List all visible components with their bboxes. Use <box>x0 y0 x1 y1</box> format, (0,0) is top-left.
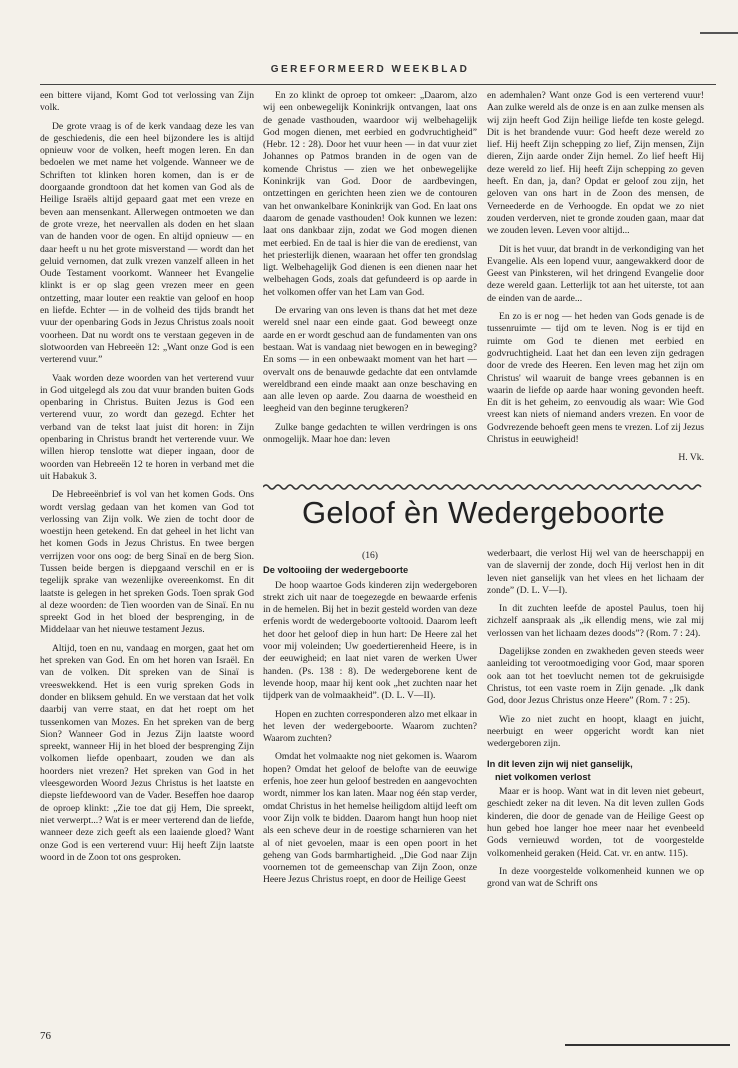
header-rule <box>40 84 716 85</box>
column-1 <box>40 90 254 950</box>
masthead: GEREFORMEERD WEEKBLAD <box>270 64 470 75</box>
paragraph: Wie zo niet zucht en hoopt, klaagt en juicht, neerbuigt en weer opgericht wordt kan niet wedergeboren zijn. <box>487 713 704 750</box>
paragraph: De Hebreeënbrief is vol van het komen Gods. Ons wordt verslag gedaan van het komen van God tot verlossing van Zijn volk. We zien de tocht door de woestijn heen getekend. En dat geheel in het licht van het komen Gods in Jezus Christus. En twee bergen verrijzen voor ons oog: de berg Sinaï en de berg Sion. Tussen beide bergen is diepgaand verschil en er is tegelijk sprake van wezenlijke overeenkomst. En dit laatste is gelegen in het spreken Gods. Toen sprak God al deze woorden: de Tien woorden van de Sinaï. En nu spreekt God in het bloed der besprenging, in de Middelaar van het nieuwe testament Jezus. <box>40 489 254 636</box>
paragraph: In deze voorgestelde volkomenheid kunnen we op grond van wat de Schrift ons <box>487 865 704 890</box>
article-title: Geloof èn Wedergeboorte <box>301 495 666 530</box>
page-edge-rule <box>700 32 738 34</box>
paragraph: en ademhalen? Want onze God is een verterend vuur! Aan zulke wereld als de onze is en aan zulke mensen als wij zijn heeft God Zijn heilige liefde ten koste gelegd. Dit is het brandende vuur: God heeft deze wereld zo lief. Hij heeft Zijn schepping zo lief, Zijn mensen, Zijn dieren, Zijn aarde onder Zijn hemel. Zo lief heeft Hij deze wereld zo lief. Hij heeft Zijn schepping zo geven heeft. En dan, ja, dan? Opdat er geloof zou zijn, het geloven van ons hart in de Zoon des mensen, de Verneederde en de Verhoogde. En opdat we zo niet zouden verderven, niet te gronde zouden gaan, maar dat we zouden leven. Leven voor altijd... <box>487 90 704 237</box>
paragraph: Maar er is hoop. Want wat in dit leven niet gebeurt, geschiedt zeker na dit leven. Na dit leven zullen Gods kinderen, die door de genade van de Heilige Geest op hun gebed hoe langer hoe meer naar het evenbeeld Gods vernieuwd worden, tot de voorgestelde volkomenheid geraken (Heid. Cat. vr. en antw. 115). <box>487 786 704 859</box>
paragraph: Altijd, toen en nu, vandaag en morgen, gaat het om het spreken van God. En om het horen van Israël. En van de volken. Dit spreken van de Sinaï is vreeswekkend. Het is een vurig spreken Gods in donder en bliksem gehuld. En we verstaan dat het volk daarbij van verre staat, en dat het roept om het tussenkomen van Mozes. En het spreken van de berg Sion? Wanneer God in Jezus Zijn laatste woord spreekt, wanneer Hij in het bloed der besprenging Zijn volkomen liefde openbaart, zouden we dan als hoorders niet vrezen? Het spreken van God in het vleesgeworden Woord Jezus Christus is het laatste en diepste liefdewoord van de Vader. Beseffen hoe daarop de oproep klinkt: „Zie toe dat gij Hem, Die spreekt, niet verwerpt...? Wat is er meer verterend dan de liefde, wanneer deze zich geeft als een laaiende gloed? Want onze God is een verterend vuur: Hij heeft Zijn laatste woord in de Zoon tot ons gesproken. <box>40 642 254 863</box>
column-5 <box>487 548 704 1000</box>
paragraph: De hoop waartoe Gods kinderen zijn wedergeboren strekt zich uit naar de toegezegde en bewaarde erfenis in de hemelen. Bij het in bezit gesteld worden van deze erfenis wordt de wedergeboorte voltooid. Daarom leeft het door het geloof diep in hun hart: De Heere zal het voor mij voleinden; Uw goedertierenheid Heere, is in der eeuwigheid; en laat niet varen de werken Uwer handen. (Ps. 138 : 8). De wedergeborene kent de levende hoop, maar hij kent ook „het zuchten naar het tijdperk van de volmaakheid”. (D. L. V—II). <box>263 579 477 702</box>
section-heading: niet volkomen verlost <box>495 771 591 782</box>
column-3 <box>487 90 704 480</box>
paragraph: Hopen en zuchten corresponderen alzo met elkaar in het leven der wedergeboorte. Waarom zuchten? Waarom zuchten? <box>263 708 477 745</box>
paragraph: Dit is het vuur, dat brandt in de verkondiging van het Evangelie. Als een lopend vuur, aangewakkerd door de Geest van Pinksteren, wil het dringend Evangelie door deze wereld gaan. Letterlijk tot aan het uiterste, tot aan de einden van de aarde... <box>487 243 704 304</box>
page-number: 76 <box>40 1030 51 1042</box>
paragraph: In dit zuchten leefde de apostel Paulus, toen hij zichzelf aanspraak als „ik ellendig mens, wie zal mij verlossen van het lichaam dezes doods”? (Rom. 7 : 24). <box>487 603 704 639</box>
section-heading: De voltooiing der wedergeboorte <box>263 565 409 576</box>
paragraph: een bittere vijand, Komt God tot verlossing van Zijn volk. <box>40 90 254 114</box>
column-2 <box>263 90 477 480</box>
paragraph: wederbaart, die verlost Hij wel van de heerschappij en van de slavernij der zonde, doch Hij verlost hen in dit leven niet ganselijk van het vlees en het lichaam der zonde” (D. L. V—I). <box>487 548 704 596</box>
section-heading: In dit leven zijn wij niet ganselijk, <box>487 759 633 770</box>
paragraph: De grote vraag is of de kerk vandaag deze les van de geschiedenis, die een heel bijzondere les is altijd opnieuw voor de volken, heeft mogen leren. En dan bedoelen we met name het volgende. Wanneer we de Schriften tot klinken horen komen, dan is er de doorgaande grondtoon dat het komen van God als de Heilige Israëls altijd gepaard gaat met een vreze en beven aan mensenkant. Allerwegen ontmoeten we dan de grote vreze, het neervallen als doden en het slaan van de handen voor de ogen. En altijd opnieuw — en daar heeft u nu het grote misverstand — wordt dan het geluid vernomen, dat zulk vrezen vanzelf alleen in het Oude Testament voorkomt. Wanneer het Evangelie klinkt is er op slag geen vrezen meer en geen ontzetting, maar louter een reaktie van geloof en hoop en liefde. Echter — in de volheid des tijds brandt het vuur der openbaring Gods in Jezus Christus zoals nooit voorheen. Dat nu wordt ons te verstaan gegeven in de slotwoorden van Hebreeën 12: „Want onze God is een verterend vuur.” <box>40 120 254 366</box>
footer-rule <box>565 1044 730 1046</box>
author-signature: H. Vk. <box>678 452 704 464</box>
paragraph: Zulke bange gedachten te willen verdringen is ons onmogelijk. Maar hoe dan: leven <box>263 421 477 446</box>
paragraph: En zo is er nog — het heden van Gods genade is de tussenruimte — tijd om te leven. Nog is er tijd en ruimte om God te dienen met eerbied en godvruchtigheid. Laat het dan een leven zijn gedragen door de vrede des Heeren. Een leven mag het zijn om Christus' wil waaruit de bange vrees gebannen is en waarin de liefde op aarde haar woning gevonden heeft. En dit is het geheim, zo eenvoudig als waar: Wie God vreest kan niets of niemand anders vrezen. En voor de Godvrezende behoeft geen mens te vrezen. Lof zij Jezus Christus in eeuwigheid! <box>487 311 704 446</box>
wavy-divider <box>263 483 704 491</box>
paragraph: En zo klinkt de oproep tot omkeer: „Daarom, alzo wij een onbewegelijk Koninkrijk ontvangen, laat ons de genade vasthouden, waardoor wij welbehagelijk God mogen dienen, met eerbied en godvruchtigheid” (Hebr. 12 : 28). Door het vuur heen — in dat vuur ziet Johannes op Patmos branden in de ogen van de komende Christus — zien we het onbewegelijke Koninkrijk van God. Door de aardbevingen, ontzettingen en gerichten heen zien we de contouren van het onwankelbare Koninkrijk van God. En laat ons daarom de genade vasthouden! Ook kunnen we lezen: laat ons dankbaar zijn, zodat we God mogen dienen met eerbied. En de taal is hier die van de eredienst, van het priesterlijk dienen, waaraan het offer ten grondslag ligt. Welbehagelijk God dienen is een dienen naar het welbehagen Gods, zoals dat gefundeerd is op aarde in het volkomen offer van het Lam van God. <box>263 90 477 298</box>
paragraph: Omdat het volmaakte nog niet gekomen is. Waarom hopen? Omdat het geloof de belofte van de eeuwige erfenis, hoe zeer hun geloof bestreden en aangevochten wordt, nimmer los kan laten. Maar nog één stap verder, omdat Christus in het hemelse heiligdom altijd leeft om voor Zijn volk te bidden. Daarom hangt hun hoop niet als een scheve deur in de roestige scharnieren van het al of niet gevoelen, maar is een open poort in het geheng van Gods barmhartigheid. „Die God naar Zijn voornemen tot de gemeenschap van Zijn Zoon, onze Heere Jezus Christus roept, en door de Heilige Geest <box>263 751 477 886</box>
paragraph: Dagelijkse zonden en zwakheden geven steeds weer aanleiding tot verootmoediging voor God, maar sporen ook aan tot het toevlucht nemen tot de gekruisigde Christus, tot een vaste roem in Zijn genade. „Ik dank God, door Jezus Christus onze Heere” (Rom. 7 : 25). <box>487 646 704 707</box>
article-number: (16) <box>362 550 378 561</box>
paragraph: De ervaring van ons leven is thans dat het met deze wereld snel naar een einde gaat. God beweegt onze aarde en er wordt geschud aan de fundamenten van ons bestaan. Wat is vandaag niet bewogen en in beweging? En soms — in een onbewaakt moment van het hart — overvalt ons de benauwde gedachte dat een ontvlamde wereldbrand een einde maakt aan onze beschaving en aan alle leven op aarde. Zou daarna de woestheid en leegheid van den beginne terugkeren? <box>263 305 477 415</box>
column-4 <box>263 550 477 1000</box>
paragraph: Vaak worden deze woorden van het verterend vuur in God uitgelegd als zou dat vuur branden buiten Gods openbaring in Christus. Buiten Jezus is God een verterend vuur, zo wordt dan gezegd. Echter het verband van de tekst laat juist dit horen: in Zijn openbaring in Christus brandt het verterende vuur. We willen hierop tenslotte wat dieper ingaan, door de woorden van Hebreeën 12 te horen in verband met die uit Habakuk 3. <box>40 372 254 482</box>
